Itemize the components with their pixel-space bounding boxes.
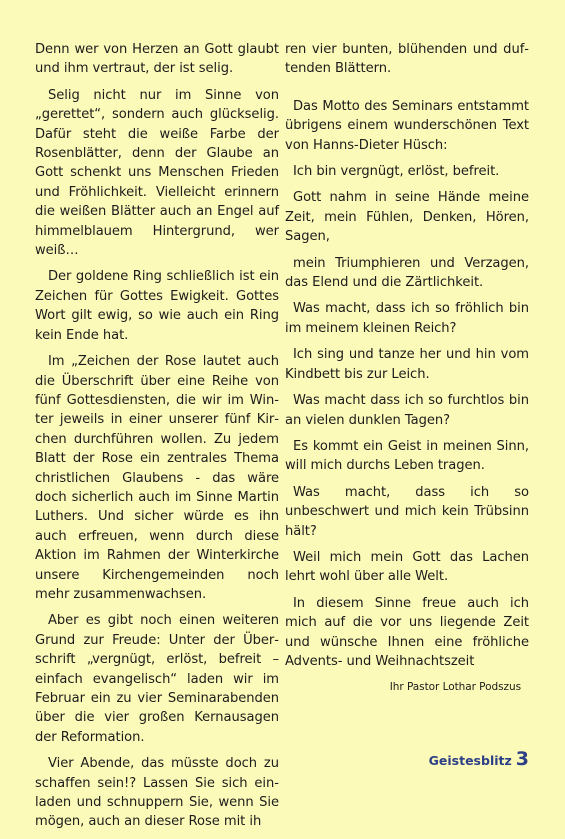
publication-name: Geistesblitz bbox=[428, 753, 512, 768]
page-number: 3 bbox=[515, 748, 529, 770]
paragraph: Aber es gibt noch einen weiteren Grund zur Freude: Unter der Überschrift „vergnügt, erlöst, befreit – einfach evangelisch“ laden wir im Februar ein zu vier Seminarabenden über die vier großen Kernausagen der Reformation. bbox=[35, 613, 279, 745]
poem-line: Was macht, dass ich so fröhlich bin im meinem kleinen Reich? bbox=[285, 301, 529, 336]
paragraph: Das Motto des Seminars entstammt übrigens einem wunderschönen Text von Hanns-Dieter Hüsch: bbox=[285, 98, 529, 153]
poem-line: Was macht, dass ich so unbeschwert und mich kein Trübsinn hält? bbox=[285, 484, 529, 539]
poem-line: Ich sing und tanze her und hin vom Kindbett bis zur Leich. bbox=[285, 347, 529, 382]
poem-line: mein Triumphieren und Verzagen, das Elend und die Zärtlichkeit. bbox=[285, 255, 529, 291]
poem-line: Weil mich mein Gott das Lachen lehrt wohl über alle Welt. bbox=[285, 549, 529, 585]
poem-line: Was macht dass ich so furchtlos bin an vielen dunklen Tagen? bbox=[285, 393, 529, 428]
paragraph: In diesem Sinne freue auch ich mich auf die vor uns liegende Zeit und wünsche Ihnen eine fröhliche Advents- und Weihnachtszeit bbox=[285, 595, 529, 669]
page-footer bbox=[429, 748, 529, 770]
poem-line: Ich bin vergnügt, erlöst, befreit. bbox=[293, 164, 500, 180]
paragraph-continuation: ren vier bunten, blühenden und duftenden Blättern. bbox=[285, 42, 529, 77]
paragraph: Im „Zeichen der Rose lautet auch die Überschrift über eine Reihe von fünf Gottesdiensten, die wir im Winter jeweils in einer unserer fünf Kirchen durchführen wollen. Zu jedem Blatt der Rose ein zentrales Thema christlichen Glaubens - das wäre doch sicherlich auch im Sinne Martin Luthers. Und sicher würde es ihn auch erfreuen, wenn durch diese Aktion im Rahmen der Winterkirche unsere Kirchengemeinden noch mehr zusammenwachsen. bbox=[35, 354, 279, 602]
paragraph: Der goldene Ring schließlich ist ein Zeichen für Gottes Ewigkeit. Gottes Wort gilt ewig, so wie auch ein Ring kein Ende hat. bbox=[35, 269, 279, 343]
paragraph: Selig nicht nur im Sinne von „gerettet“, sondern auch glückselig. Dafür steht die weiße Farbe der Rosenblätter, denn der Glaube an Gott schenkt uns Menschen Frieden und Fröhlichkeit. Vielleicht erinnern die weißen Blätter auch an Engel auf himmelblauem Hintergrund, wer weiß… bbox=[35, 87, 279, 259]
paragraph: Vier Abende, das müsste doch zu schaffen sein!? Lassen Sie sich einladen und schnuppern Sie, wenn Sie mögen, auch an dieser Rose mit ih bbox=[35, 756, 279, 830]
poem-line: Es kommt ein Geist in meinen Sinn, will mich durchs Leben tragen. bbox=[285, 438, 529, 474]
signature: Ihr Pastor Lothar Podszus bbox=[389, 681, 521, 694]
paragraph: Denn wer von Herzen an Gott glaubt und ihm vertraut, der ist selig. bbox=[35, 42, 279, 77]
left-column bbox=[35, 40, 279, 839]
right-column bbox=[285, 40, 529, 698]
poem-line: Gott nahm in seine Hände meine Zeit, mein Fühlen, Denken, Hören, Sagen, bbox=[285, 190, 529, 245]
spacer bbox=[285, 79, 529, 97]
